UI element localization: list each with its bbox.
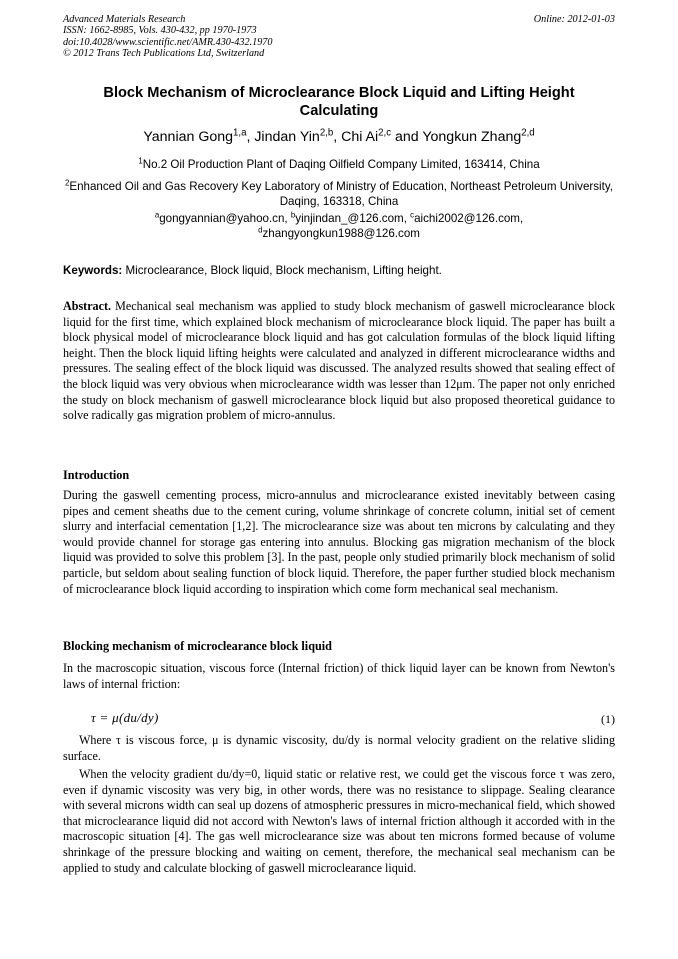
affiliation-1 — [63, 157, 615, 172]
author-list — [63, 128, 615, 146]
email-address: yinjindan_@126.com, — [295, 212, 411, 225]
keywords-text: Microclearance, Block liquid, Block mechanism, Lifting height. — [122, 264, 442, 277]
author-affiliation-mark: 1,a — [233, 127, 247, 139]
abstract-label: Abstract. — [63, 299, 112, 313]
keywords — [63, 263, 615, 278]
email-mark: a — [154, 210, 160, 220]
email-mark: c — [410, 210, 415, 220]
equation-formula: τ = μ(du/dy) — [91, 710, 159, 725]
affiliation-2 — [63, 179, 615, 209]
email-address: aichi2002@126.com, — [414, 212, 524, 225]
author-separator: , — [333, 129, 342, 145]
blocking-paragraph-3: When the velocity gradient du/dy=0, liquid static or relative rest, we could get the viscous force τ was zero, even if dynamic viscosity was very big, in other words, there was no resistance to slippage. Sealing clearance with several microns width can seal up dozens of atmospheric pressures in micro-mechanical field, which showed that microclearance liquid did not accord with Newton's laws of internal friction although it accorded with in the macroscopic situation [4]. The gas well microclearance size was about ten microns formed because of volume shrinkage of the pressure blocking and waiting on cement, therefore, the mechanical seal mechanism can be applied to study and calculate blocking of gaswell microclearance liquid. — [63, 767, 615, 875]
email-address: zhangyongkun1988@126.com — [262, 227, 420, 240]
affiliation-mark: 2 — [64, 178, 70, 188]
journal-issn: ISSN: 1662-8985, Vols. 430-432, pp 1970-1973 — [63, 25, 257, 37]
author-affiliation-mark: 2,c — [378, 127, 392, 139]
journal-name: Advanced Materials Research — [63, 14, 186, 25]
email-mark: b — [290, 210, 296, 220]
affiliation-mark: 1 — [138, 156, 143, 166]
journal-copyright: © 2012 Trans Tech Publications Ltd, Switzerland — [63, 47, 265, 59]
equation-1 — [63, 710, 615, 732]
affiliation-text: No.2 Oil Production Plant of Daqing Oilfield Company Limited, 163414, China — [142, 158, 540, 171]
email-mark: d — [258, 225, 263, 235]
author-affiliation-mark: 2,d — [521, 127, 535, 139]
section-heading-introduction: Introduction — [63, 468, 130, 482]
author-affiliation-mark: 2,b — [319, 127, 334, 139]
equation-number: (1) — [601, 712, 615, 726]
email-address: gongyannian@yahoo.cn, — [159, 212, 291, 225]
journal-header — [63, 14, 615, 59]
author-name: Chi Ai — [341, 129, 379, 145]
abstract — [63, 299, 615, 424]
blocking-paragraph-2: Where τ is viscous force, μ is dynamic viscosity, du/dy is normal velocity gradient on the relative sliding surface. — [63, 733, 615, 763]
author-separator: and — [391, 129, 423, 145]
author-name: Jindan Yin — [254, 129, 320, 145]
section-heading-blocking-mechanism: Blocking mechanism of microclearance block liquid — [63, 639, 332, 653]
abstract-text: Mechanical seal mechanism was applied to study block mechanism of gaswell microclearance block liquid for the first time, which explained block mechanism of microclearance block liquid. The paper has built a block physical model of microclearance block liquid and has got calculation formulas of the block liquid lifting height. Then the block liquid lifting heights were calculated and analyzed in different microclearance widths and pressures. The sealing effect of the block liquid was discussed. The analyzed results showed that sealing effect of the block liquid was very obvious when microclearance width was lesser than 12μm. The paper not only enriched the study on block mechanism of gaswell microclearance block liquid but also proposed theoretical guidance to solve radically gas migration problem of micro-annulus. — [63, 299, 615, 423]
author-separator: , — [246, 129, 255, 145]
journal-doi: doi:10.4028/www.scientific.net/AMR.430-432.1970 — [63, 36, 273, 48]
paper-title: Block Mechanism of Microclearance Block Liquid and Lifting Height Calculating — [103, 85, 575, 119]
keywords-label: Keywords: — [63, 264, 123, 277]
introduction-paragraph: During the gaswell cementing process, micro-annulus and microclearance existed inevitably between casing pipes and cement sheaths due to the cement curing, volume shrinkage of concrete column, initial set of cement slurry and interfacial cementation [1,2]. The microclearance size was about ten microns by calculating and they would provide channel for storage gas entering into annulus. Blocking gas migration mechanism of the block liquid was provided to solve this problem [3]. In the past, people only studied primarily block mechanism of solid particle, but seldom about sealing function of block liquid. Therefore, the paper further studied block mechanism of microclearance block liquid according to inspiration which come form mechanical seal mechanism. — [63, 488, 615, 596]
online-date: Online: 2012-01-03 — [533, 14, 615, 25]
author-emails — [63, 211, 615, 241]
blocking-paragraph-1: In the macroscopic situation, viscous force (Internal friction) of thick liquid layer can be known from Newton's laws of internal friction: — [63, 661, 615, 691]
affiliation-text: Enhanced Oil and Gas Recovery Key Laboratory of Ministry of Education, Northeast Petroleum University, Daqing, 163318, China — [69, 180, 614, 208]
author-name: Yannian Gong — [143, 129, 234, 145]
author-name: Yongkun Zhang — [422, 129, 522, 145]
